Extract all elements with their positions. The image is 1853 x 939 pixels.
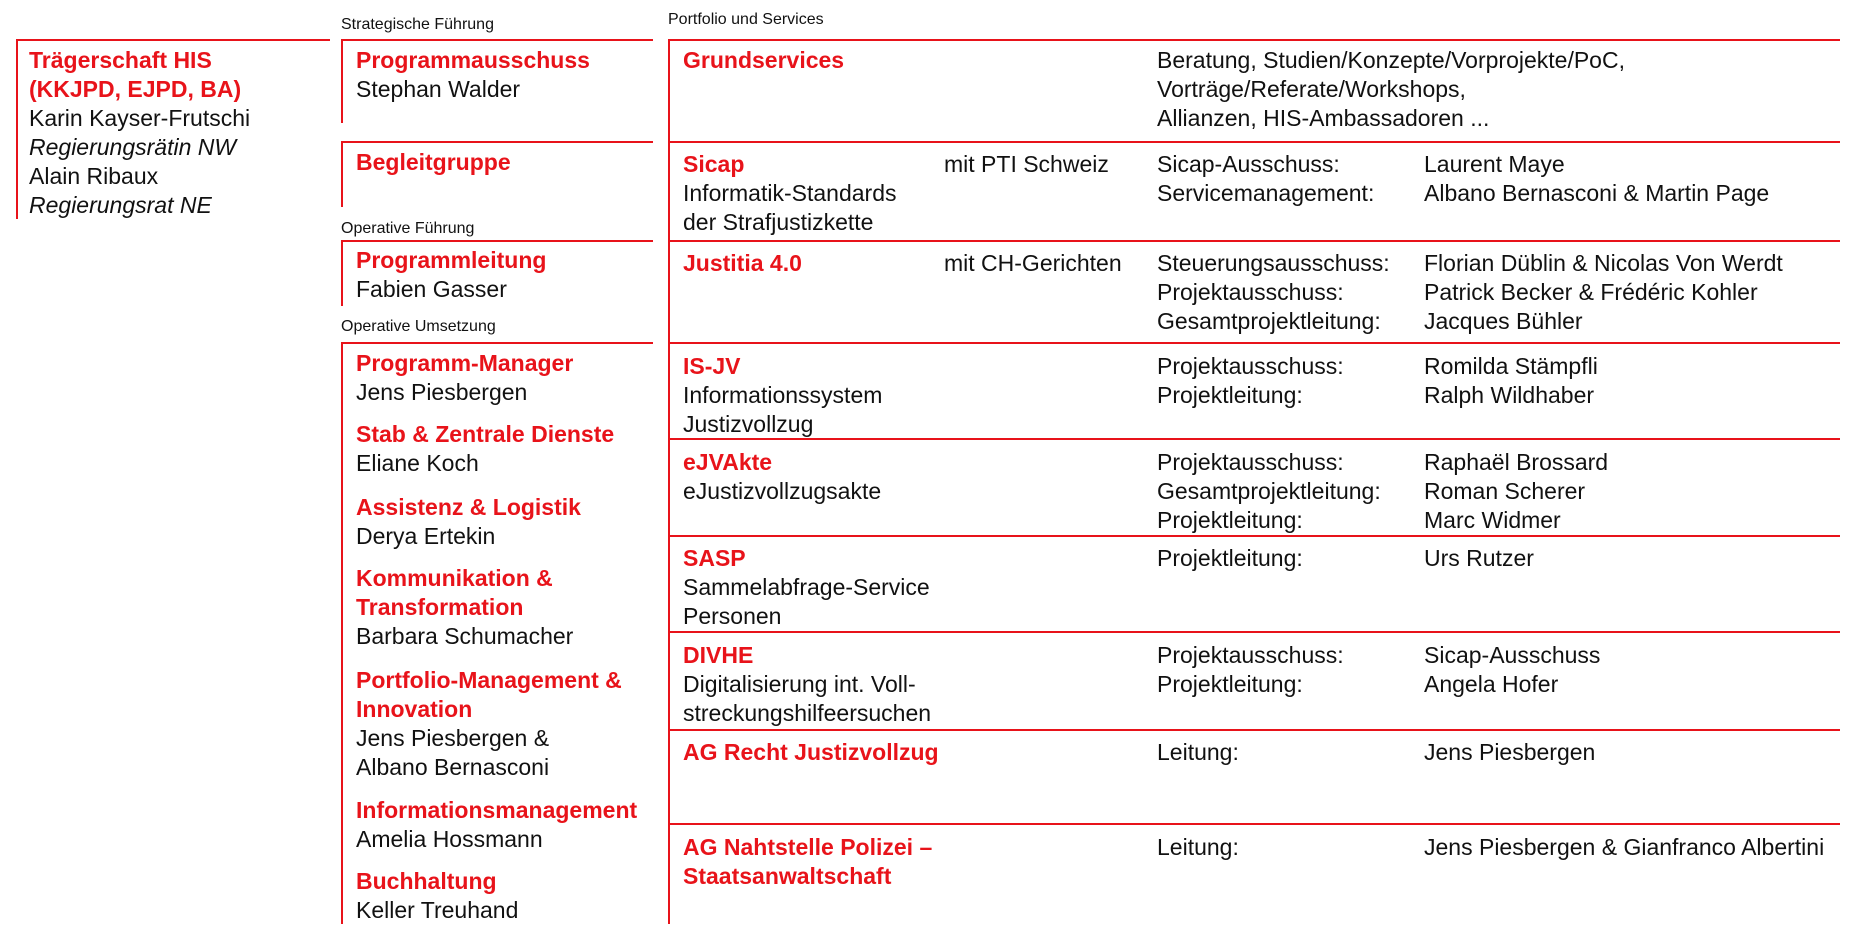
portfolio-row-roles: Projektausschuss: Gesamtprojektleitung: Projektleitung: [1157, 449, 1381, 533]
portfolio-row-names: Jens Piesbergen & Gianfranco Albertini [1424, 834, 1825, 860]
unit-name: Jens Piesbergen [356, 379, 528, 405]
unit-title: Programm-Manager [356, 350, 574, 376]
portfolio-row-roles: Projektausschuss: Projektleitung: [1157, 642, 1344, 697]
umsetzung-label: Operative Umsetzung [341, 318, 496, 335]
portfolio-row-roles: Leitung: [1157, 834, 1239, 860]
portfolio-row-title: IS-JV [683, 353, 741, 379]
begleitgruppe-title: Begleitgruppe [356, 149, 511, 175]
portfolio-row-desc: eJustizvollzugsakte [683, 478, 882, 504]
portfolio-row-desc: Informatik-Standards der Strafjustizkette [683, 180, 897, 235]
portfolio-row-names: Romilda Stämpfli Ralph Wildhaber [1424, 353, 1598, 408]
portfolio-row-partner: mit PTI Schweiz [944, 151, 1109, 177]
unit-title: Stab & Zentrale Dienste [356, 421, 615, 447]
portfolio-row-roles: Leitung: [1157, 739, 1239, 765]
unit-name: Barbara Schumacher [356, 623, 574, 649]
traegerschaft-role-2: Regierungsrat NE [29, 192, 212, 218]
programmleitung-left-line [341, 240, 343, 306]
portfolio-row-line [668, 729, 1840, 731]
traegerschaft-left-line [16, 39, 18, 219]
unit-name: Jens Piesbergen & Albano Bernasconi [356, 725, 550, 780]
portfolio-row-title: SASP [683, 545, 746, 571]
portfolio-row-names: Laurent Maye Albano Bernasconi & Martin Page [1424, 151, 1770, 206]
portfolio-row-names: Jens Piesbergen [1424, 739, 1596, 765]
portfolio-row-line [668, 39, 1840, 41]
programmausschuss-name: Stephan Walder [356, 76, 521, 102]
portfolio-row-names: Raphaël Brossard Roman Scherer Marc Widmer [1424, 449, 1609, 533]
portfolio-row-line [668, 240, 1840, 242]
portfolio-row-names: Sicap-Ausschuss Angela Hofer [1424, 642, 1601, 697]
portfolio-row-line [668, 141, 1840, 143]
unit-title: Informationsmanagement [356, 797, 638, 823]
portfolio-row-title: AG Nahtstelle Polizei – Staatsanwaltschaft [683, 834, 933, 889]
umsetzung-left-line [341, 342, 343, 924]
programmausschuss-left-line [341, 39, 343, 123]
portfolio-row-title: eJVAkte [683, 449, 773, 475]
portfolio-row-names: Urs Rutzer [1424, 545, 1534, 571]
portfolio-left-line [668, 39, 670, 924]
operative-label: Operative Führung [341, 220, 475, 237]
begleitgruppe-left-line [341, 141, 343, 207]
portfolio-row-line [668, 823, 1840, 825]
portfolio-row-title: Grundservices [683, 47, 845, 73]
unit-name: Eliane Koch [356, 450, 479, 476]
programmleitung-name: Fabien Gasser [356, 276, 507, 302]
strategic-label: Strategische Führung [341, 16, 494, 33]
traegerschaft-person-2: Alain Ribaux [29, 163, 159, 189]
unit-title: Kommunikation & Transformation [356, 565, 553, 620]
portfolio-row-roles: Projektleitung: [1157, 545, 1303, 571]
portfolio-row-roles: Sicap-Ausschuss: Servicemanagement: [1157, 151, 1375, 206]
portfolio-row-line [668, 342, 1840, 344]
programmleitung-top-line [341, 240, 653, 242]
portfolio-row-title: AG Recht Justizvollzug [683, 739, 939, 765]
begleitgruppe-top-line [341, 141, 653, 143]
portfolio-row-desc: Digitalisierung int. Voll- streckungshilfeersuchen [683, 671, 932, 726]
programmausschuss-top-line [341, 39, 653, 41]
umsetzung-top-line [341, 342, 653, 344]
portfolio-row-roles: Projektausschuss: Projektleitung: [1157, 353, 1344, 408]
unit-name: Derya Ertekin [356, 523, 496, 549]
unit-name: Keller Treuhand [356, 897, 519, 923]
traegerschaft-role-1: Regierungsrätin NW [29, 134, 237, 160]
unit-title: Portfolio-Management & Innovation [356, 667, 622, 722]
portfolio-row-names: Florian Düblin & Nicolas Von Werdt Patrick Becker & Frédéric Kohler Jacques Bühler [1424, 250, 1783, 334]
programmausschuss-title: Programmausschuss [356, 47, 590, 73]
portfolio-row-title: DIVHE [683, 642, 754, 668]
unit-title: Buchhaltung [356, 868, 497, 894]
traegerschaft-title: Trägerschaft HIS (KKJPD, EJPD, BA) [29, 47, 242, 102]
portfolio-row-title: Justitia 4.0 [683, 250, 802, 276]
unit-name: Amelia Hossmann [356, 826, 543, 852]
portfolio-row-roles: Beratung, Studien/Konzepte/Vorprojekte/PoC, Vorträge/Referate/Workshops, Allianzen, HIS-Ambassadoren ... [1157, 47, 1625, 131]
portfolio-label: Portfolio und Services [668, 11, 824, 28]
portfolio-row-roles: Steuerungsausschuss: Projektausschuss: Gesamtprojektleitung: [1157, 250, 1390, 334]
programmleitung-title: Programmleitung [356, 247, 547, 273]
portfolio-row-partner: mit CH-Gerichten [944, 250, 1122, 276]
traegerschaft-top-line [16, 39, 330, 41]
portfolio-row-desc: Sammelabfrage-Service Personen [683, 574, 930, 629]
portfolio-row-title: Sicap [683, 151, 745, 177]
portfolio-row-line [668, 631, 1840, 633]
portfolio-row-desc: Informationssystem Justizvollzug [683, 382, 883, 437]
portfolio-row-line [668, 535, 1840, 537]
unit-title: Assistenz & Logistik [356, 494, 581, 520]
traegerschaft-person-1: Karin Kayser-Frutschi [29, 105, 251, 131]
